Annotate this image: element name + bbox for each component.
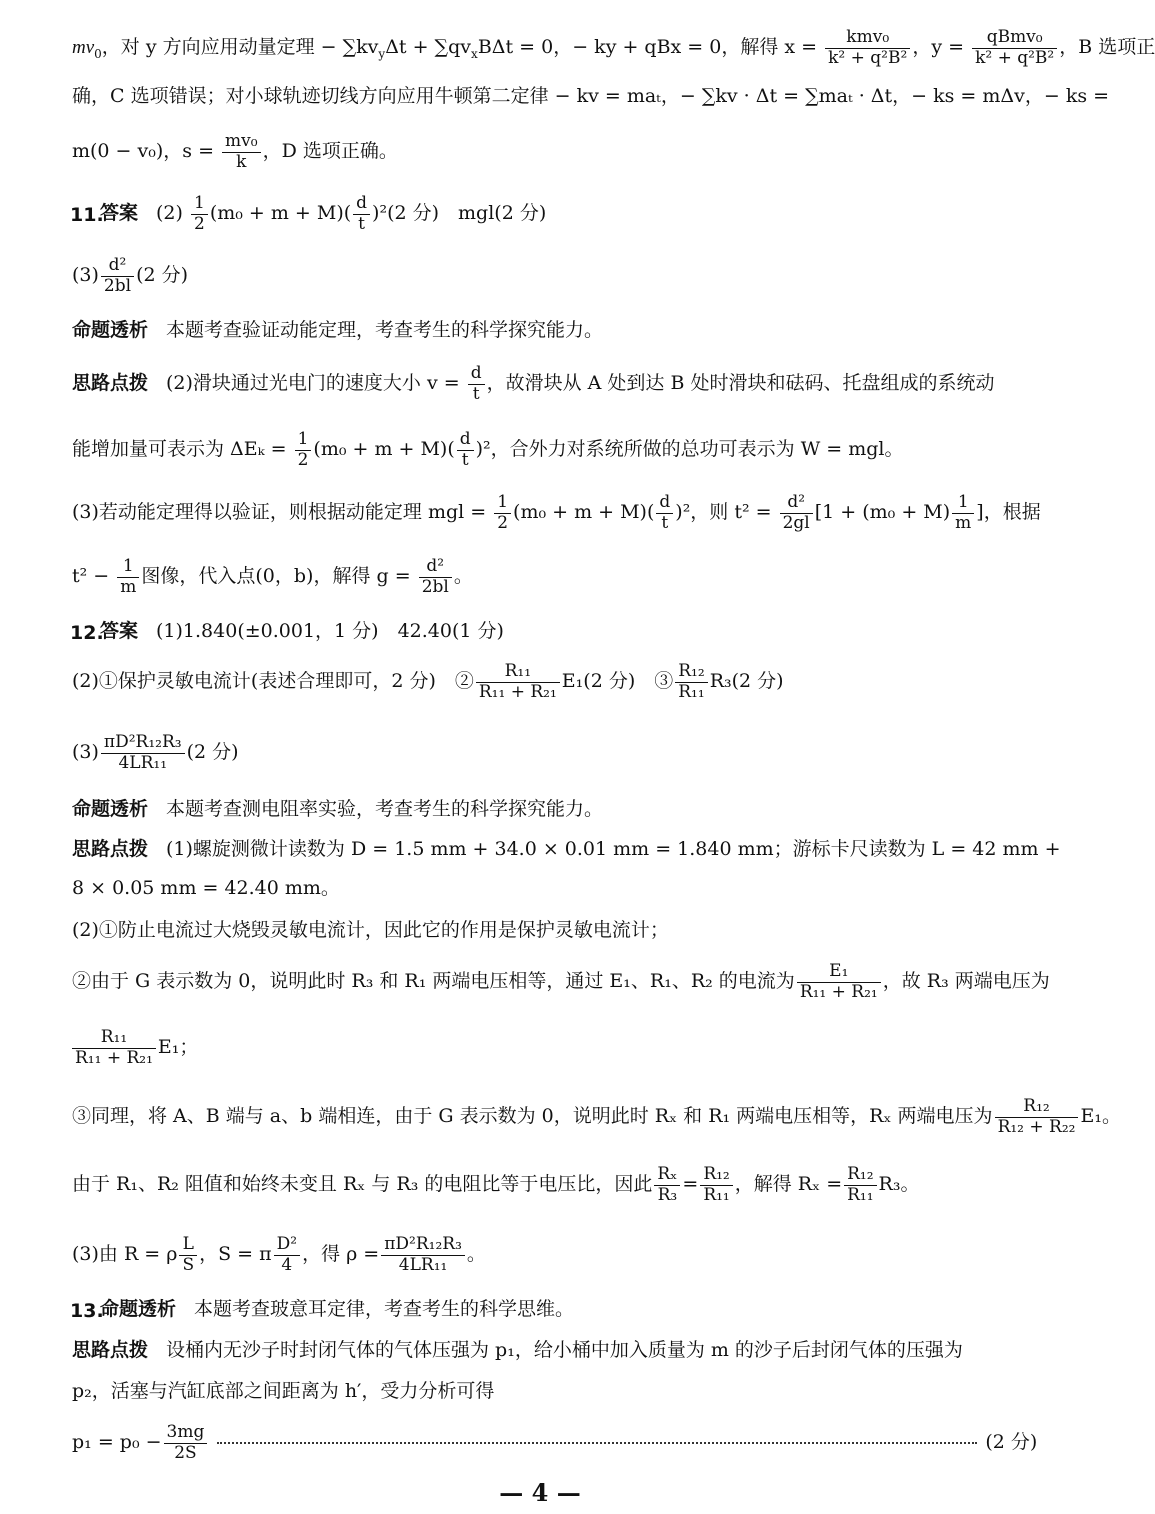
fraction bbox=[494, 493, 511, 533]
denominator: 2 bbox=[193, 213, 205, 234]
fraction bbox=[654, 1165, 680, 1205]
denominator: 2 bbox=[497, 512, 509, 533]
text: mv bbox=[72, 37, 95, 59]
text: (3)若动能定理得以验证，则根据动能定理 mgl = bbox=[72, 501, 487, 524]
text: )²(2 分) mgl(2 分) bbox=[372, 202, 547, 225]
q13-hint-line-2: p₂，活塞与汽缸底部之间距离为 h′，受力分析可得 bbox=[72, 1380, 495, 1402]
fraction bbox=[457, 430, 474, 470]
denominator: 2 bbox=[297, 449, 309, 470]
text: ，S = π bbox=[199, 1243, 272, 1266]
numerator: πD²R₁₂R₃ bbox=[101, 733, 185, 754]
denominator: k bbox=[236, 151, 247, 172]
numerator: d² bbox=[419, 557, 452, 578]
text: Δt + ∑qv bbox=[385, 36, 472, 59]
numerator: 1 bbox=[952, 493, 974, 514]
text: (3) bbox=[72, 741, 99, 764]
denominator: R₁₁ + R₂₁ bbox=[478, 681, 557, 702]
denominator: t bbox=[661, 512, 669, 533]
text: (m₀ + m + M)( bbox=[313, 438, 455, 461]
q12-answer-line-1 bbox=[100, 622, 504, 641]
text: (2 分) bbox=[186, 741, 239, 764]
text: ，得 ρ = bbox=[302, 1243, 380, 1266]
text: (3)由 R = ρ bbox=[72, 1243, 178, 1266]
fraction bbox=[825, 28, 910, 68]
denominator: k² + q²B² bbox=[828, 47, 908, 68]
fraction bbox=[274, 1235, 300, 1275]
text: (1)1.840(±0.001，1 分) 42.40(1 分) bbox=[156, 620, 504, 642]
fraction bbox=[101, 733, 185, 773]
text: ③同理，将 A、B 端与 a、b 端相连，由于 G 表示数为 0，说明此时 Rₓ 和 R₁ 两端电压相等，Rₓ 两端电压为 bbox=[72, 1105, 993, 1128]
text: (m₀ + m + M)( bbox=[209, 202, 352, 225]
numerator: d bbox=[656, 493, 673, 514]
fraction bbox=[101, 256, 134, 296]
text: 。 bbox=[453, 565, 473, 588]
denominator: 2S bbox=[174, 1442, 197, 1463]
numerator: 1 bbox=[494, 493, 511, 514]
denominator: R₁₁ bbox=[847, 1184, 874, 1205]
text: (2)①保护灵敏电流计(表述合理即可，2 分) ② bbox=[72, 670, 474, 693]
q13-hint-line-1 bbox=[72, 1341, 963, 1360]
answer-label: 答案 bbox=[100, 202, 139, 225]
q13-analysis bbox=[100, 1300, 574, 1319]
fraction bbox=[419, 557, 452, 597]
q12-hint-line-2: 8 × 0.05 mm = 42.40 mm。 bbox=[72, 877, 340, 899]
text: 。 bbox=[466, 1243, 486, 1266]
question-number-13: 13. bbox=[70, 1300, 104, 1322]
text: ，B 选项正 bbox=[1059, 36, 1155, 59]
text: R₃(2 分) bbox=[709, 670, 784, 693]
fraction bbox=[656, 493, 673, 533]
fraction bbox=[952, 493, 974, 533]
fraction bbox=[381, 1235, 465, 1275]
text: (1)螺旋测微计读数为 D = 1.5 mm + 34.0 × 0.01 mm = 1.840 mm；游标卡尺读数为 L = 42 mm + bbox=[166, 838, 1061, 860]
denominator: 4 bbox=[281, 1254, 293, 1275]
fraction bbox=[222, 132, 261, 172]
denominator: R₁₁ + R₂₁ bbox=[75, 1047, 153, 1068]
text: 图像，代入点(0，b)，解得 g = bbox=[141, 565, 411, 588]
denominator: R₁₁ bbox=[703, 1184, 730, 1205]
text: 本题考查测电阻率实验，考查考生的科学探究能力。 bbox=[166, 798, 604, 820]
text: )²，则 t² = bbox=[675, 501, 772, 524]
text: BΔt = 0，− ky + qBx = 0，解得 x = bbox=[477, 36, 818, 59]
numerator: Rₓ bbox=[654, 1165, 680, 1186]
fraction bbox=[191, 194, 208, 234]
q12-hint-line-1 bbox=[72, 840, 1061, 859]
fraction bbox=[675, 662, 707, 702]
numerator: d bbox=[353, 194, 370, 215]
text: E₁； bbox=[157, 1036, 199, 1059]
q10-line-2: 确，C 选项错误；对小球轨迹切线方向应用牛顿第二定律 − kv = maₜ，− ∑kv · Δt = ∑maₜ · Δt，− ks = mΔv，− ks = bbox=[72, 85, 1110, 107]
dot-leader bbox=[217, 1442, 977, 1444]
text: )²，合外力对系统所做的总功可表示为 W = mgl。 bbox=[475, 438, 904, 461]
denominator: k² + q²B² bbox=[975, 47, 1055, 68]
text: (2 分) bbox=[136, 264, 189, 287]
numerator: E₁ bbox=[797, 962, 881, 983]
fraction bbox=[995, 1097, 1079, 1137]
fraction bbox=[179, 1235, 197, 1275]
text: = bbox=[682, 1173, 699, 1196]
numerator: πD²R₁₂R₃ bbox=[381, 1235, 465, 1256]
q12-hint-line-5 bbox=[72, 1028, 198, 1068]
q11-hint-line-1 bbox=[72, 364, 994, 404]
q12-hint-line-6 bbox=[72, 1097, 1121, 1137]
text: ，故 R₃ 两端电压为 bbox=[882, 970, 1050, 993]
text: ]，根据 bbox=[976, 501, 1041, 524]
denominator: R₁₂ + R₂₂ bbox=[997, 1116, 1076, 1137]
text: t² − bbox=[72, 565, 110, 588]
numerator: R₁₁ bbox=[72, 1028, 156, 1049]
q11-answer-line-2 bbox=[72, 256, 188, 296]
numerator: R₁₂ bbox=[844, 1165, 876, 1186]
fraction bbox=[353, 194, 370, 234]
text: ，D 选项正确。 bbox=[262, 140, 398, 163]
score: (2 分) bbox=[985, 1431, 1038, 1454]
text: p₁ = p₀ − bbox=[72, 1431, 162, 1454]
numerator: R₁₂ bbox=[675, 662, 707, 683]
numerator: kmv₀ bbox=[825, 28, 910, 49]
question-number-12: 12. bbox=[70, 622, 104, 644]
numerator: qBmv₀ bbox=[972, 28, 1057, 49]
fraction bbox=[844, 1165, 876, 1205]
numerator: D² bbox=[274, 1235, 300, 1256]
denominator: 2gl bbox=[782, 512, 810, 533]
q12-answer-line-2 bbox=[72, 662, 784, 702]
denominator: 2bl bbox=[103, 275, 132, 296]
numerator: R₁₂ bbox=[995, 1097, 1079, 1118]
q11-answer-line-1 bbox=[100, 194, 546, 234]
text: ②由于 G 表示数为 0，说明此时 R₃ 和 R₁ 两端电压相等，通过 E₁、R₁、R₂ 的电流为 bbox=[72, 970, 795, 993]
q12-answer-line-3 bbox=[72, 733, 239, 773]
text: 本题考查验证动能定理，考查考生的科学探究能力。 bbox=[166, 319, 604, 341]
fraction bbox=[117, 557, 139, 597]
text: ，故滑块从 A 处到达 B 处时滑块和砝码、托盘组成的系统动 bbox=[486, 372, 995, 395]
q10-line-3 bbox=[72, 132, 398, 172]
fraction bbox=[972, 28, 1057, 68]
question-number-11: 11. bbox=[70, 204, 104, 226]
numerator: 1 bbox=[295, 430, 312, 451]
numerator: d bbox=[457, 430, 474, 451]
denominator: t bbox=[472, 383, 480, 404]
numerator: 1 bbox=[117, 557, 139, 578]
denominator: t bbox=[358, 213, 366, 234]
q12-analysis bbox=[72, 800, 603, 819]
q12-hint-line-8 bbox=[72, 1235, 486, 1275]
denominator: S bbox=[182, 1254, 195, 1275]
denominator: m bbox=[120, 576, 137, 597]
denominator: m bbox=[955, 512, 972, 533]
analysis-label: 命题透析 bbox=[72, 798, 149, 820]
analysis-label: 命题透析 bbox=[100, 1298, 177, 1320]
text: m(0 − v₀)，s = bbox=[72, 140, 214, 163]
text: (3) bbox=[72, 264, 99, 287]
text: (m₀ + m + M)( bbox=[513, 501, 655, 524]
text: 能增加量可表示为 ΔEₖ = bbox=[72, 438, 287, 461]
page-number: — 4 — bbox=[499, 1478, 581, 1507]
numerator: 3mg bbox=[164, 1423, 208, 1444]
q12-hint-line-7 bbox=[72, 1165, 919, 1205]
q13-equation bbox=[72, 1423, 1037, 1463]
numerator: d bbox=[468, 364, 485, 385]
q12-hint-line-3: (2)①防止电流过大烧毁灵敏电流计，因此它的作用是保护灵敏电流计； bbox=[72, 919, 669, 941]
numerator: 1 bbox=[191, 194, 208, 215]
fraction bbox=[468, 364, 485, 404]
fraction bbox=[700, 1165, 732, 1205]
q11-hint-line-3 bbox=[72, 493, 1041, 533]
q10-line-1: $mv_0$，对 y 方向应用动量定理 − $\sum kv_y\Delta t + \sum qv_xB\Delta t = 0$，− ky + qBx = 0，解得 x = $\frac{\text{kmv₀}}{\text{k² + q²B²}}$ ，y = $\frac{\text{qBmv₀}}{\text{k² + q²B²}}$ ，B 选项正 bbox=[72, 27, 1155, 68]
denominator: 4LR₁₁ bbox=[398, 1254, 448, 1275]
hint-label: 思路点拨 bbox=[72, 838, 149, 860]
text: 本题考查玻意耳定律，考查考生的科学思维。 bbox=[194, 1298, 575, 1320]
numerator: R₁₁ bbox=[476, 662, 560, 683]
hint-label: 思路点拨 bbox=[72, 1339, 149, 1361]
text: ，解得 Rₓ = bbox=[734, 1173, 843, 1196]
text: ，y = bbox=[912, 36, 965, 59]
fraction bbox=[72, 1028, 156, 1068]
q12-hint-line-4 bbox=[72, 962, 1050, 1002]
denominator: t bbox=[461, 449, 469, 470]
fraction bbox=[164, 1423, 208, 1463]
numerator: d² bbox=[780, 493, 813, 514]
q11-hint-line-2 bbox=[72, 430, 904, 470]
denominator: 4LR₁₁ bbox=[118, 752, 168, 773]
fraction bbox=[780, 493, 813, 533]
numerator: d² bbox=[101, 256, 134, 277]
text: E₁。 bbox=[1080, 1105, 1121, 1128]
denominator: R₁₁ bbox=[678, 681, 705, 702]
denominator: R₁₁ + R₂₁ bbox=[799, 981, 878, 1002]
text: [1 + (m₀ + M) bbox=[814, 501, 951, 524]
denominator: 2bl bbox=[421, 576, 449, 597]
text: (2)滑块通过光电门的速度大小 v = bbox=[166, 372, 460, 395]
analysis-label: 命题透析 bbox=[72, 319, 149, 341]
fraction bbox=[295, 430, 312, 470]
text: E₁(2 分) ③ bbox=[561, 670, 674, 693]
text: ，对 y 方向应用动量定理 − ∑kv bbox=[101, 36, 379, 59]
fraction bbox=[476, 662, 560, 702]
q11-analysis bbox=[72, 321, 603, 340]
text: 设桶内无沙子时封闭气体的气体压强为 p₁，给小桶中加入质量为 m 的沙子后封闭气体的压强为 bbox=[166, 1339, 963, 1361]
text: (2) bbox=[156, 202, 183, 225]
fraction bbox=[797, 962, 881, 1002]
text: R₃。 bbox=[878, 1173, 920, 1196]
numerator: R₁₂ bbox=[700, 1165, 732, 1186]
answer-label: 答案 bbox=[100, 620, 139, 642]
numerator: mv₀ bbox=[222, 132, 261, 153]
q11-hint-line-4 bbox=[72, 557, 473, 597]
hint-label: 思路点拨 bbox=[72, 372, 149, 395]
text: 由于 R₁、R₂ 阻值和始终未变且 Rₓ 与 R₃ 的电阻比等于电压比，因此 bbox=[72, 1173, 653, 1196]
denominator: R₃ bbox=[657, 1184, 678, 1205]
numerator: L bbox=[179, 1235, 197, 1256]
